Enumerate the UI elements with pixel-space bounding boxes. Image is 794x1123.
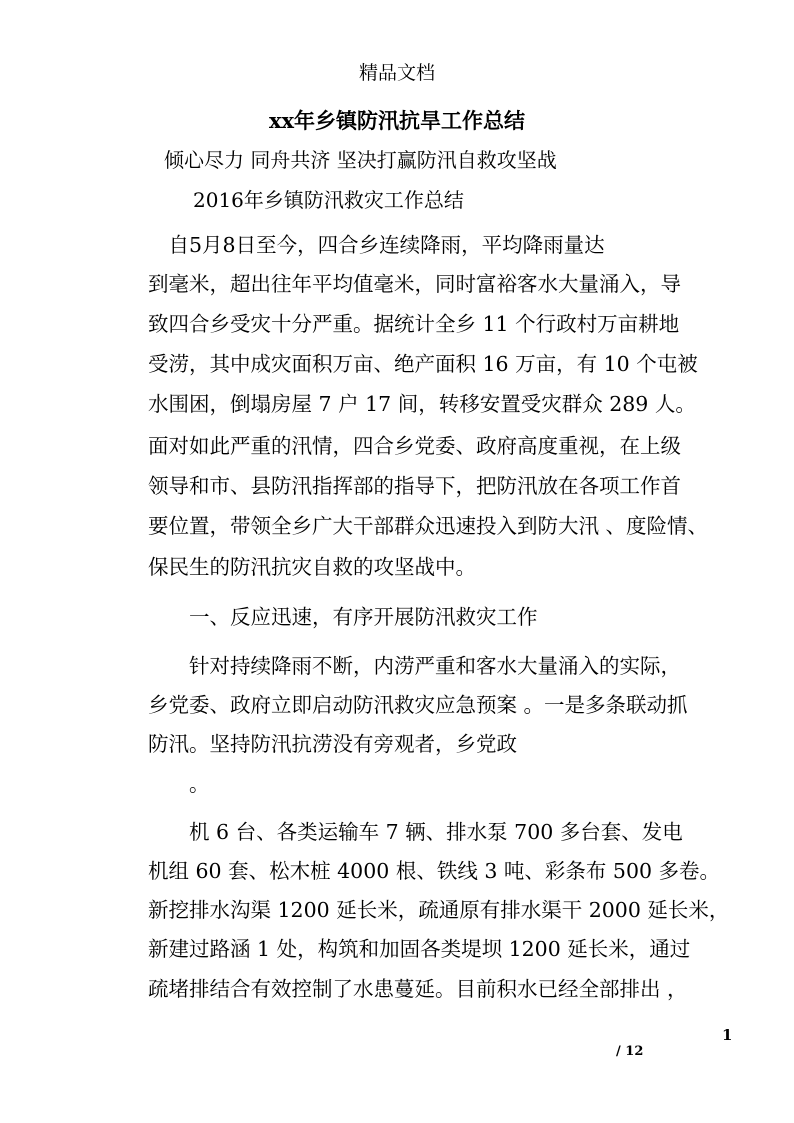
body-line: 机组 60 套、松木桩 4000 根、铁线 3 吨、彩条布 500 多卷。: [148, 859, 721, 883]
body-line: 受涝，其中成灾面积万亩、绝产面积 16 万亩，有 10 个屯被: [148, 352, 698, 376]
body-line: 要位置，带领全乡广大干部群众迅速投入到防大汛 、度险情、: [148, 514, 709, 538]
body-line: 水围困，倒塌房屋 7 户 17 间，转移安置受灾群众 289 人。: [148, 392, 696, 416]
body-line: 领导和市、县防汛指挥部的指导下，把防汛放在各项工作首: [148, 474, 681, 498]
body-line: 面对如此严重的汛情，四合乡党委、政府高度重视，在上级: [148, 434, 681, 458]
body-line: 新建过路涵 1 处，构筑和加固各类堤坝 1200 延长米，通过: [148, 937, 691, 961]
document-title: xx年乡镇防汛抗旱工作总结: [268, 108, 526, 133]
body-line: 机 6 台、各类运输车 7 辆、排水泵 700 多台套、发电: [148, 820, 683, 844]
body-line: 疏堵排结合有效控制了水患蔓延。目前积水已经全部排出 ，: [148, 977, 688, 1001]
body-line: 新挖排水沟渠 1200 延长米，疏通原有排水渠干 2000 延长米，: [148, 898, 730, 922]
document-subtitle-year: 2016年乡镇防汛救灾工作总结: [193, 188, 464, 212]
document-header: 精品文档: [358, 62, 435, 84]
page-total: / 12: [616, 1044, 644, 1059]
section-heading: 一、反应迅速，有序开展防汛救灾工作: [148, 605, 538, 629]
page-number: 1: [722, 1026, 733, 1044]
body-line: 致四合乡受灾十分严重。据统计全乡 11 个行政村万亩耕地: [148, 312, 680, 336]
body-line: 到毫米，超出往年平均值毫米，同时富裕客水大量涌入，导: [148, 272, 681, 296]
body-line: 防汛。坚持防汛抗涝没有旁观者，乡党政: [148, 732, 517, 756]
document-subtitle: 倾心尽力 同舟共济 坚决打赢防汛自救攻坚战: [164, 148, 557, 172]
body-line: 自5月8日至今，四合乡连续降雨，平均降雨量达: [148, 233, 605, 257]
body-line: 乡党委、政府立即启动防汛救灾应急预案 。一是多条联动抓: [148, 693, 688, 717]
body-line: 保民生的防汛抗灾自救的攻坚战中。: [148, 555, 476, 579]
body-line: 。: [148, 772, 210, 796]
body-line: 针对持续降雨不断，内涝严重和客水大量涌入的实际，: [148, 654, 681, 678]
